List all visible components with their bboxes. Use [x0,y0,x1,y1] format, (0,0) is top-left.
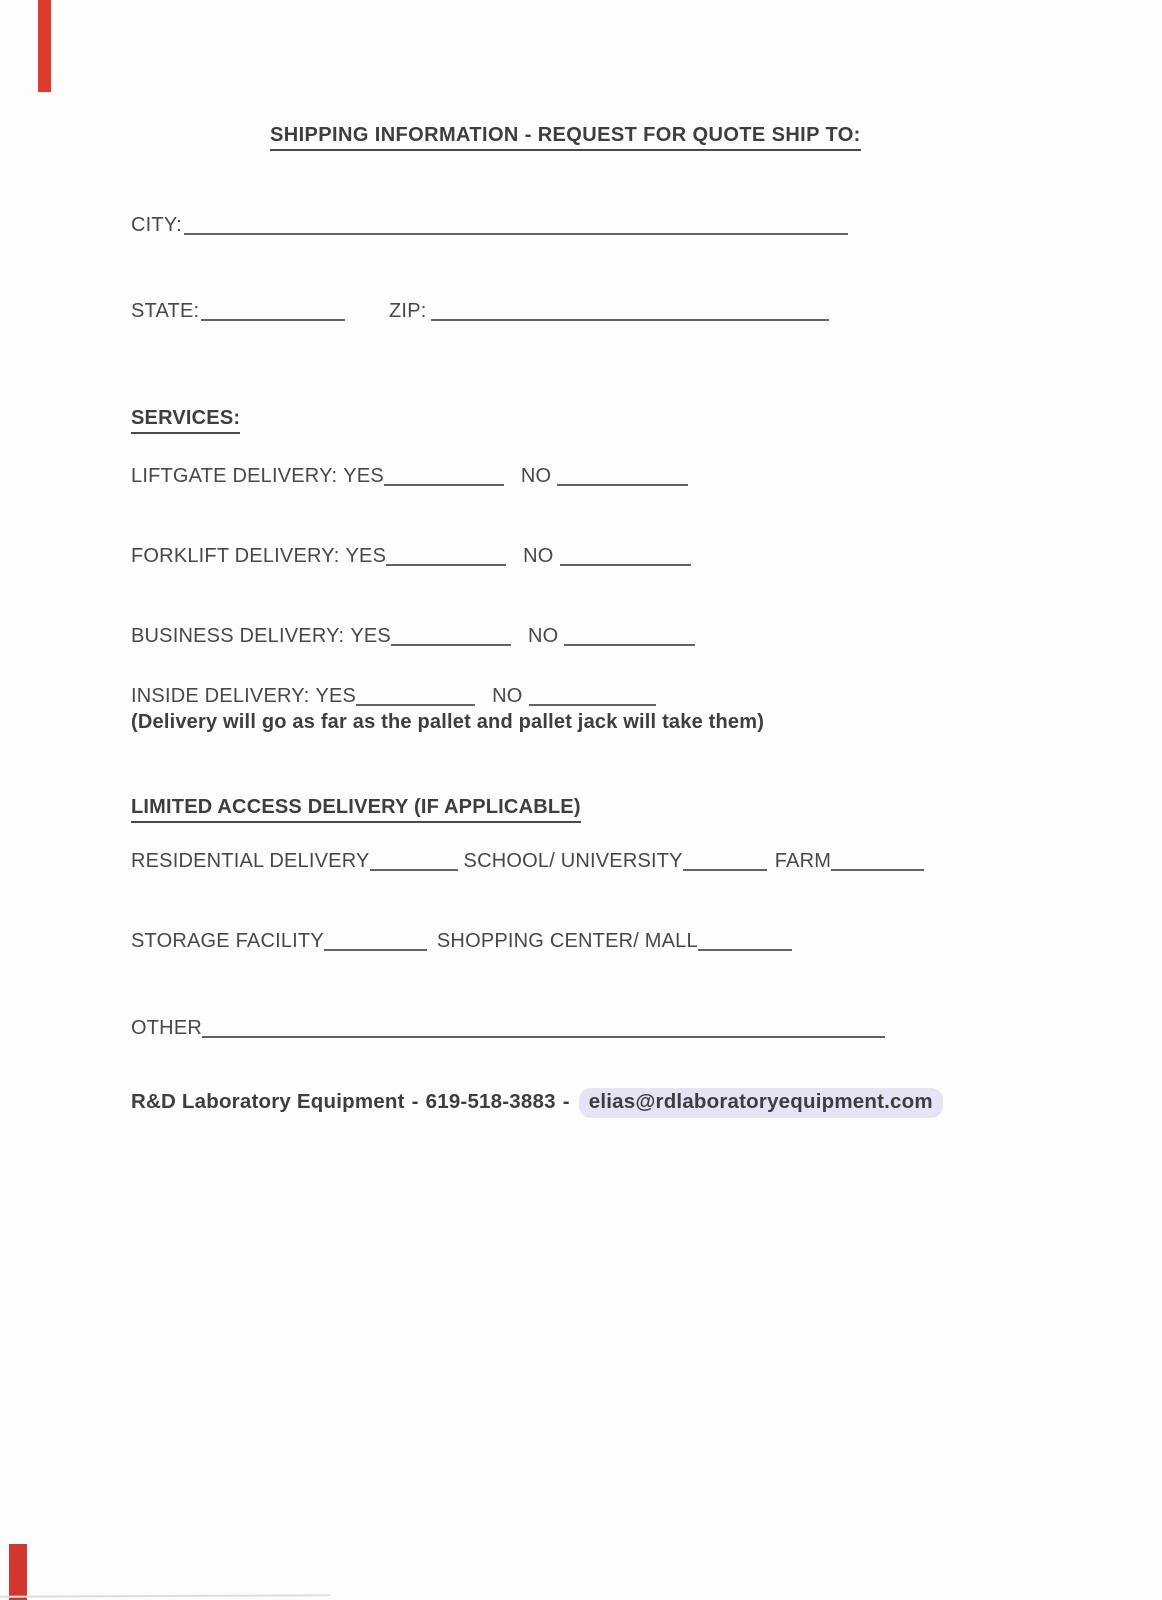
forklift-no-label: NO [523,545,554,567]
state-zip-row [131,299,829,323]
form-title [270,124,861,151]
other-row [131,1016,885,1040]
service-row-liftgate [131,464,688,488]
forklift-yes-label: YES [345,545,387,567]
other-label: OTHER [131,1017,202,1039]
red-scan-artifact-bottom [9,1544,27,1600]
state-input-line [201,301,345,321]
city-input-line [184,215,848,235]
scan-edge-line [0,1594,330,1597]
service-row-business [131,624,695,648]
city-label: CITY: [131,214,183,236]
inside-delivery-note: (Delivery will go as far as the pallet and pallet jack will take them) [131,711,765,733]
liftgate-yes-line [384,466,504,486]
phone-number: 619-518-3883 [425,1090,556,1113]
farm-label: FARM [774,850,832,872]
business-no-line [564,626,695,646]
zip-input-line [431,301,829,321]
form-title-text: SHIPPING INFORMATION - REQUEST FOR QUOTE SHIP TO: [270,124,861,151]
state-label: STATE: [131,300,200,322]
liftgate-no-label: NO [520,465,552,487]
liftgate-yes-label: YES [343,465,384,487]
other-input-line [202,1018,885,1038]
service-row-forklift [131,544,691,568]
services-heading [131,406,240,434]
inside-label: INSIDE DELIVERY: [131,685,310,707]
shopping-label: SHOPPING CENTER/ MALL [436,930,698,952]
limited-access-heading-text: LIMITED ACCESS DELIVERY (IF APPLICABLE) [131,795,581,823]
red-scan-artifact-top [38,0,51,92]
limited-access-row-1 [131,849,924,873]
forklift-yes-line [386,546,506,566]
services-heading-text: SERVICES: [131,406,240,434]
business-yes-line [391,626,511,646]
limited-access-row-2 [131,929,792,953]
footer-separator-2: - [562,1090,570,1113]
email-link[interactable]: elias@rdlaboratoryequipment.com [579,1088,943,1118]
inside-yes-label: YES [315,685,357,707]
liftgate-no-line [557,466,688,486]
forklift-no-line [560,546,691,566]
residential-line [370,851,458,871]
farm-line [831,851,924,871]
company-name: R&D Laboratory Equipment [131,1090,405,1113]
storage-label: STORAGE FACILITY [131,930,324,952]
service-row-inside [131,684,656,708]
school-label: SCHOOL/ UNIVERSITY [463,850,683,872]
liftgate-label: LIFTGATE DELIVERY: [131,465,338,487]
school-line [683,851,767,871]
storage-line [324,931,427,951]
inside-yes-line [356,686,475,706]
footer-separator-1: - [411,1090,419,1113]
forklift-label: FORKLIFT DELIVERY: [131,545,340,567]
inside-no-label: NO [492,685,523,707]
city-row [131,213,848,237]
shopping-line [698,931,792,951]
business-no-label: NO [527,625,559,647]
limited-access-heading [131,795,581,823]
zip-label: ZIP: [389,300,427,322]
business-yes-label: YES [350,625,391,647]
residential-label: RESIDENTIAL DELIVERY [131,850,370,872]
inside-no-line [529,686,656,706]
footer-contact-line [131,1090,943,1114]
business-label: BUSINESS DELIVERY: [131,625,345,647]
